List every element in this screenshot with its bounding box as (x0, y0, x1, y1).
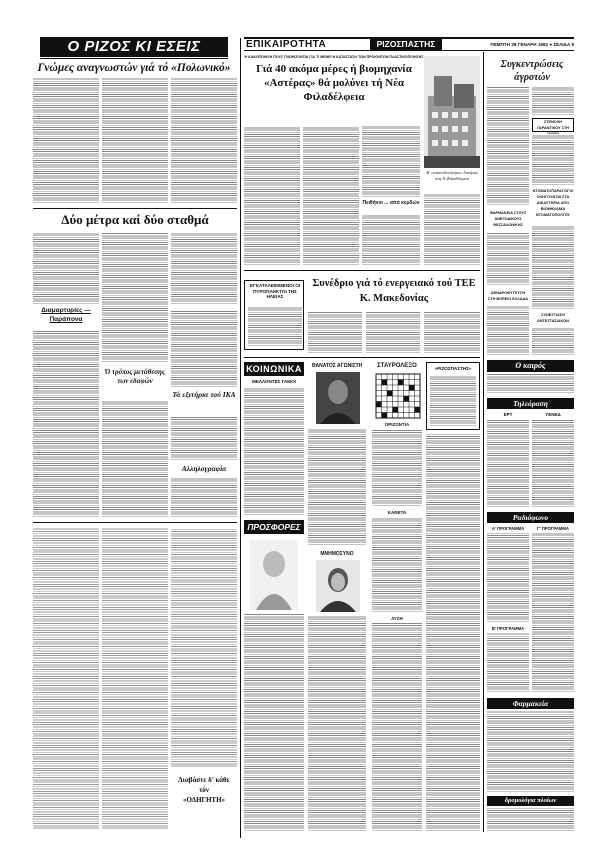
radio-prog1: Α' ΠΡΟΓΡΑΜΜΑ (491, 526, 525, 531)
tv-col2-label: ΥΕΝΕΔ (545, 412, 561, 417)
crossword-grid-icon (376, 374, 420, 418)
radio-prog2: Β' ΠΡΟΓΡΑΜΜΑ (491, 626, 525, 631)
right-text-e (487, 232, 529, 286)
ships-text (487, 808, 574, 832)
crossword-across-text (372, 429, 422, 507)
crossword-solution-text (372, 623, 422, 832)
rizos-box (426, 362, 480, 430)
congress-headline: Συνέδριο γιά τό ενεργειακό τού ΤΕΕ Κ. Μακεδονίας (312, 278, 476, 304)
center-dateline: ΠΕΜΠΤΗ 28 ΓΕΝΑΡΗ 1982 ● ΣΕΛΙΔΑ 9 (490, 42, 574, 47)
left-lower-col3 (171, 528, 237, 768)
tv-col1-label: ΕΡΤ (503, 412, 513, 417)
congress-col3 (424, 312, 480, 354)
pharmacy-text (487, 711, 574, 793)
radio-prog3-text (532, 533, 574, 693)
center-story-col4 (424, 194, 480, 266)
offers-text (244, 614, 304, 832)
death-title: ΘΑΝΑΤΟΣ ΑΓΩΝΙΣΤΗ (311, 363, 363, 369)
left-col3-text-b (171, 233, 237, 305)
left-lower-col1 (33, 528, 99, 830)
death-text (308, 428, 366, 546)
right-text-c (532, 134, 574, 186)
social-text (244, 388, 304, 516)
memorial-title: ΜΝΗΜΟΣΥΝΟ (320, 551, 354, 557)
left-col1-text-b (33, 233, 99, 305)
portrait-photo-icon (316, 372, 360, 424)
congress-col2 (366, 312, 420, 354)
social-sub: ΜΕΛΛΟΝΤΕΣ ΓΑΜΟΙ (252, 379, 296, 384)
left-masthead: Ο ΡΙΖΟΣ ΚΙ ΕΣΕΙΣ (40, 37, 228, 57)
memorial-text (308, 616, 366, 832)
left-col3-text-c (171, 310, 237, 388)
factory-illustration-icon (424, 56, 480, 168)
weather-banner: Ο καιρός (487, 360, 574, 372)
right-box2: ΝΤΟΜΑΤΟΠΑΡΑΓΩΓΟΙ ΟΛΗΓΟΥΝΤΑΙ ΣΤΑ ΔΙΚΑΣΤΗΡΙΑ ΑΠΟ ΒΙΟΜΗΧΑΝΙΑ ΝΤΟΜΑΤΟΠΟΛΤΟΥ (532, 189, 574, 217)
left-col3-text-d (171, 417, 237, 461)
left-story2-headline: Δύο μέτρα καί δύο σταθμά (61, 212, 209, 227)
center-headline: Γιά 40 ακόμα μέρες ή βιομηχανία «Αστέρας» θά μολύνει τή Νέα Φιλαδέλφεια (256, 63, 412, 103)
portrait-photo-icon (250, 540, 298, 610)
tv-banner: Τηλεόραση (487, 398, 574, 409)
left-masthead-rule (40, 58, 228, 59)
center-sub1: Πειθήνιο ... από κερδών (362, 200, 420, 206)
page-gutter (240, 38, 241, 838)
right-text-a (487, 86, 529, 206)
right-box3: ΦΑΡΜΑΚΕΙΑ ΣΤΟΥΣ ΑΝΕΞΟΔΙΚΟΥΣ ΘΕΣΣΑΛΟΝΙΚΗΣ (489, 211, 527, 227)
right-box1 (532, 118, 574, 132)
right-text-d (532, 226, 574, 310)
center-divider-1 (244, 270, 480, 271)
center-section-title: ΕΠΙΚΑΙΡΟΤΗΤΑ (246, 39, 327, 50)
social-banner: ΚΟΙΝΩΝΙΚΑ (244, 362, 304, 376)
radio-prog3: Γ' ΠΡΟΓΡΑΜΜΑ (537, 526, 569, 531)
left-headline: Γνώμες αναγνωστών γιά τό «Πολωνικό» (37, 62, 231, 74)
offers-banner: ΠΡΟΣΦΟΡΕΣ (244, 520, 304, 534)
left-sub-transfer: Ό τρόπος μετάθεσης των εδαφών (105, 368, 165, 385)
radio-prog2-text (487, 633, 529, 693)
right-column-rule (483, 52, 484, 832)
crossword-down-label: ΚΑΘΕΤΑ (387, 510, 407, 515)
memorial-photo (316, 560, 360, 612)
center-story-col3b (362, 214, 420, 266)
center-story-col2 (303, 126, 359, 266)
crossword-solution-label: ΛΥΣΗ (391, 616, 403, 621)
box-wounded (244, 280, 304, 350)
left-lower-col2 (102, 528, 168, 830)
right-text-b (532, 86, 574, 116)
crossword-title: ΣΤΑΥΡΟΛΕΞΟ (377, 363, 417, 369)
left-col1-text-c (33, 330, 99, 518)
radio-prog1-text (487, 533, 529, 623)
crossword-across-label: ΟΡΙΖΟΝΤΙΑ (384, 422, 410, 427)
center-right-text (426, 434, 480, 832)
factory-photo (424, 56, 480, 168)
crossword-grid (376, 374, 420, 418)
center-story-col1 (244, 126, 300, 266)
center-story-col3 (362, 126, 420, 198)
ships-banner: δρομολόγια πλοίων (487, 796, 574, 806)
left-sub-ika: Τά εξιτήρια τού ΙΚΑ (172, 390, 236, 399)
odigitis-box: Διαβάστε δ' κάθε τόν «ΟΔΗΓΗΤΗ» (178, 776, 230, 804)
radio-banner: Ραδιόφωνο (487, 512, 574, 523)
rizos-box-text (430, 375, 476, 427)
center-kicker: Η ΚΑΚΟΠΟΙΗΣΗ ΠΟΥΣ ΓΝΩΡΙΖΟΝΤΑΙ ΓΙΑ ΤΙ ΜΕΝΕΙ Η ΚΑΤΑΣΤΑΣΗ ΤΩΝ ΠΡΟΙΟΝΤΩΝ ΠΛΑΣΤΙΚΟΠΟΙΗΣΗΣ (244, 55, 424, 59)
weather-text (487, 374, 574, 394)
center-logo: ΡΙΖΟΣΠΑΣΤΗΣ (370, 38, 442, 50)
left-divider-2 (33, 522, 237, 523)
rizos-box-title: «ΡΙΖΟΣΠΑΣΤΗΣ» (434, 366, 472, 371)
crossword-down-text (372, 517, 422, 613)
left-col2-text-a (102, 78, 168, 204)
congress-col1 (308, 312, 362, 354)
left-col3-text-e (171, 478, 237, 518)
right-box4: ΔΕΝΔΡΟΦΥΤΕΥΣΗ ΣΤΗ ΒΟΡΕΙΟ ΕΛΛΑΔΑ (487, 291, 529, 301)
left-col1-text-a (33, 78, 99, 204)
left-col3-text-a (171, 78, 237, 204)
left-sub-correspondence: Αλληλογραφία (181, 464, 227, 473)
left-divider-1 (33, 208, 237, 209)
portrait-photo-icon (316, 560, 360, 612)
right-text-f (487, 306, 529, 356)
right-text-g (532, 328, 574, 356)
right-box1-title: ΣΤΕΝΟΧΗ ΓΑΡΑΝΤΙΚΟΥ ΣΤΗ (536, 120, 570, 130)
right-box5: ΣΥΝΕΣΤΙΑΣΗ ΑΝΤΕΣΤΑΣΙΑΚΩΝ (537, 313, 569, 323)
death-photo (316, 372, 360, 424)
left-col2-text-b (102, 233, 168, 363)
factory-photo-caption: Η «επικινδυνότητα» Αστέρας στη Ν.Φιλαδέλφεια (426, 170, 478, 181)
offers-photo (250, 540, 298, 610)
box-wounded-text (248, 307, 302, 347)
center-divider-2 (244, 357, 480, 358)
pharmacy-banner: Φαρμακεία (487, 698, 574, 709)
left-sub-complaints: Διαμαρτυρίες — Παράπονα (41, 307, 91, 323)
box-wounded-title: ΕΓΚΑΤΑΛΕΙΜΜΕΝΟΙ ΟΙ ΠΥΡΟΠΛΗΚΤΟΙ ΤΗΣ ΗΛΕΙΑΣ (249, 283, 301, 300)
tv-col1-text (487, 420, 529, 508)
left-col2-text-c (102, 400, 168, 518)
tv-col2-text (532, 420, 574, 508)
right-headline: Συγκεντρώσεις άγροτών (500, 59, 564, 83)
